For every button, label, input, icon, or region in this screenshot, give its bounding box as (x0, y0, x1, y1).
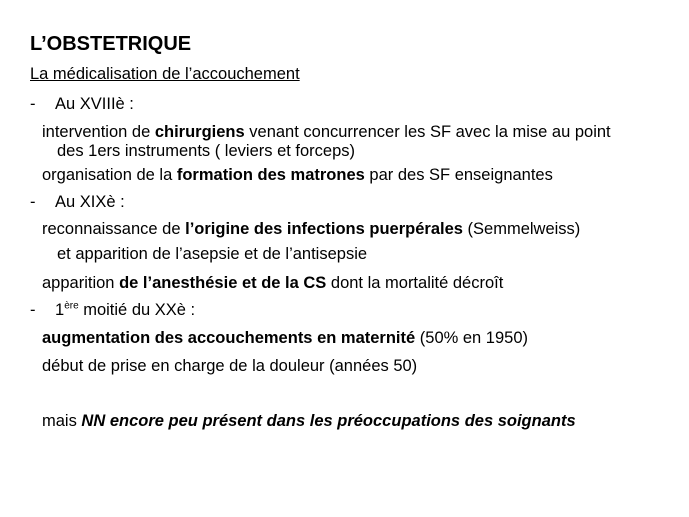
item-chirurgiens-continuation: des 1ers instruments ( leviers et forceps) (57, 142, 356, 160)
text-run: (50% en 1950) (415, 329, 529, 347)
item-formation-matrones (42, 165, 553, 185)
text-run: apparition (42, 274, 120, 292)
text-run: reconnaissance de (42, 220, 186, 238)
text-run: (Semmelweiss) (462, 220, 581, 238)
text-run: mais (42, 412, 82, 430)
heading-text: Au XVIIIè : (55, 95, 134, 113)
slide-title: L’OBSTETRIQUE (30, 33, 192, 55)
bullet-dash: - (30, 193, 36, 211)
bold-run: l’origine des infections puerpérales (185, 220, 463, 238)
bold-run: augmentation des accouchements en maternité (42, 329, 416, 347)
item-chirurgiens (42, 122, 611, 142)
section-heading-18th (30, 94, 134, 114)
bullet-dash: - (30, 95, 36, 113)
bold-run: formation des matrones (176, 166, 365, 184)
section-heading-19th (30, 192, 125, 212)
slide-subtitle: La médicalisation de l’accouchement (30, 65, 300, 83)
conclusion-line (42, 411, 576, 431)
heading-text: 1 (55, 301, 65, 319)
item-infections-puerperales (42, 219, 580, 239)
section-heading-20th (30, 300, 195, 320)
bullet-dash: - (30, 301, 36, 319)
heading-text: moitié du XXè : (78, 301, 196, 319)
text-run: venant concurrencer les SF avec la mise au point (244, 123, 611, 141)
text-run: intervention de (42, 123, 155, 141)
item-asepsie: et apparition de l’asepsie et de l’antisepsie (57, 245, 368, 263)
bold-run: de l’anesthésie et de la CS (119, 274, 327, 292)
text-run: dont la mortalité décroît (326, 274, 504, 292)
item-douleur: début de prise en charge de la douleur (années 50) (42, 357, 418, 375)
bold-run: chirurgiens (154, 123, 245, 141)
text-run: par des SF enseignantes (364, 166, 553, 184)
bold-italic-run: NN encore peu présent dans les préoccupations des soignants (81, 412, 576, 430)
heading-superscript: ère (64, 300, 79, 312)
item-maternite (42, 328, 528, 348)
heading-text: Au XIXè : (55, 193, 125, 211)
text-run: organisation de la (42, 166, 177, 184)
item-anesthesie (42, 273, 503, 293)
